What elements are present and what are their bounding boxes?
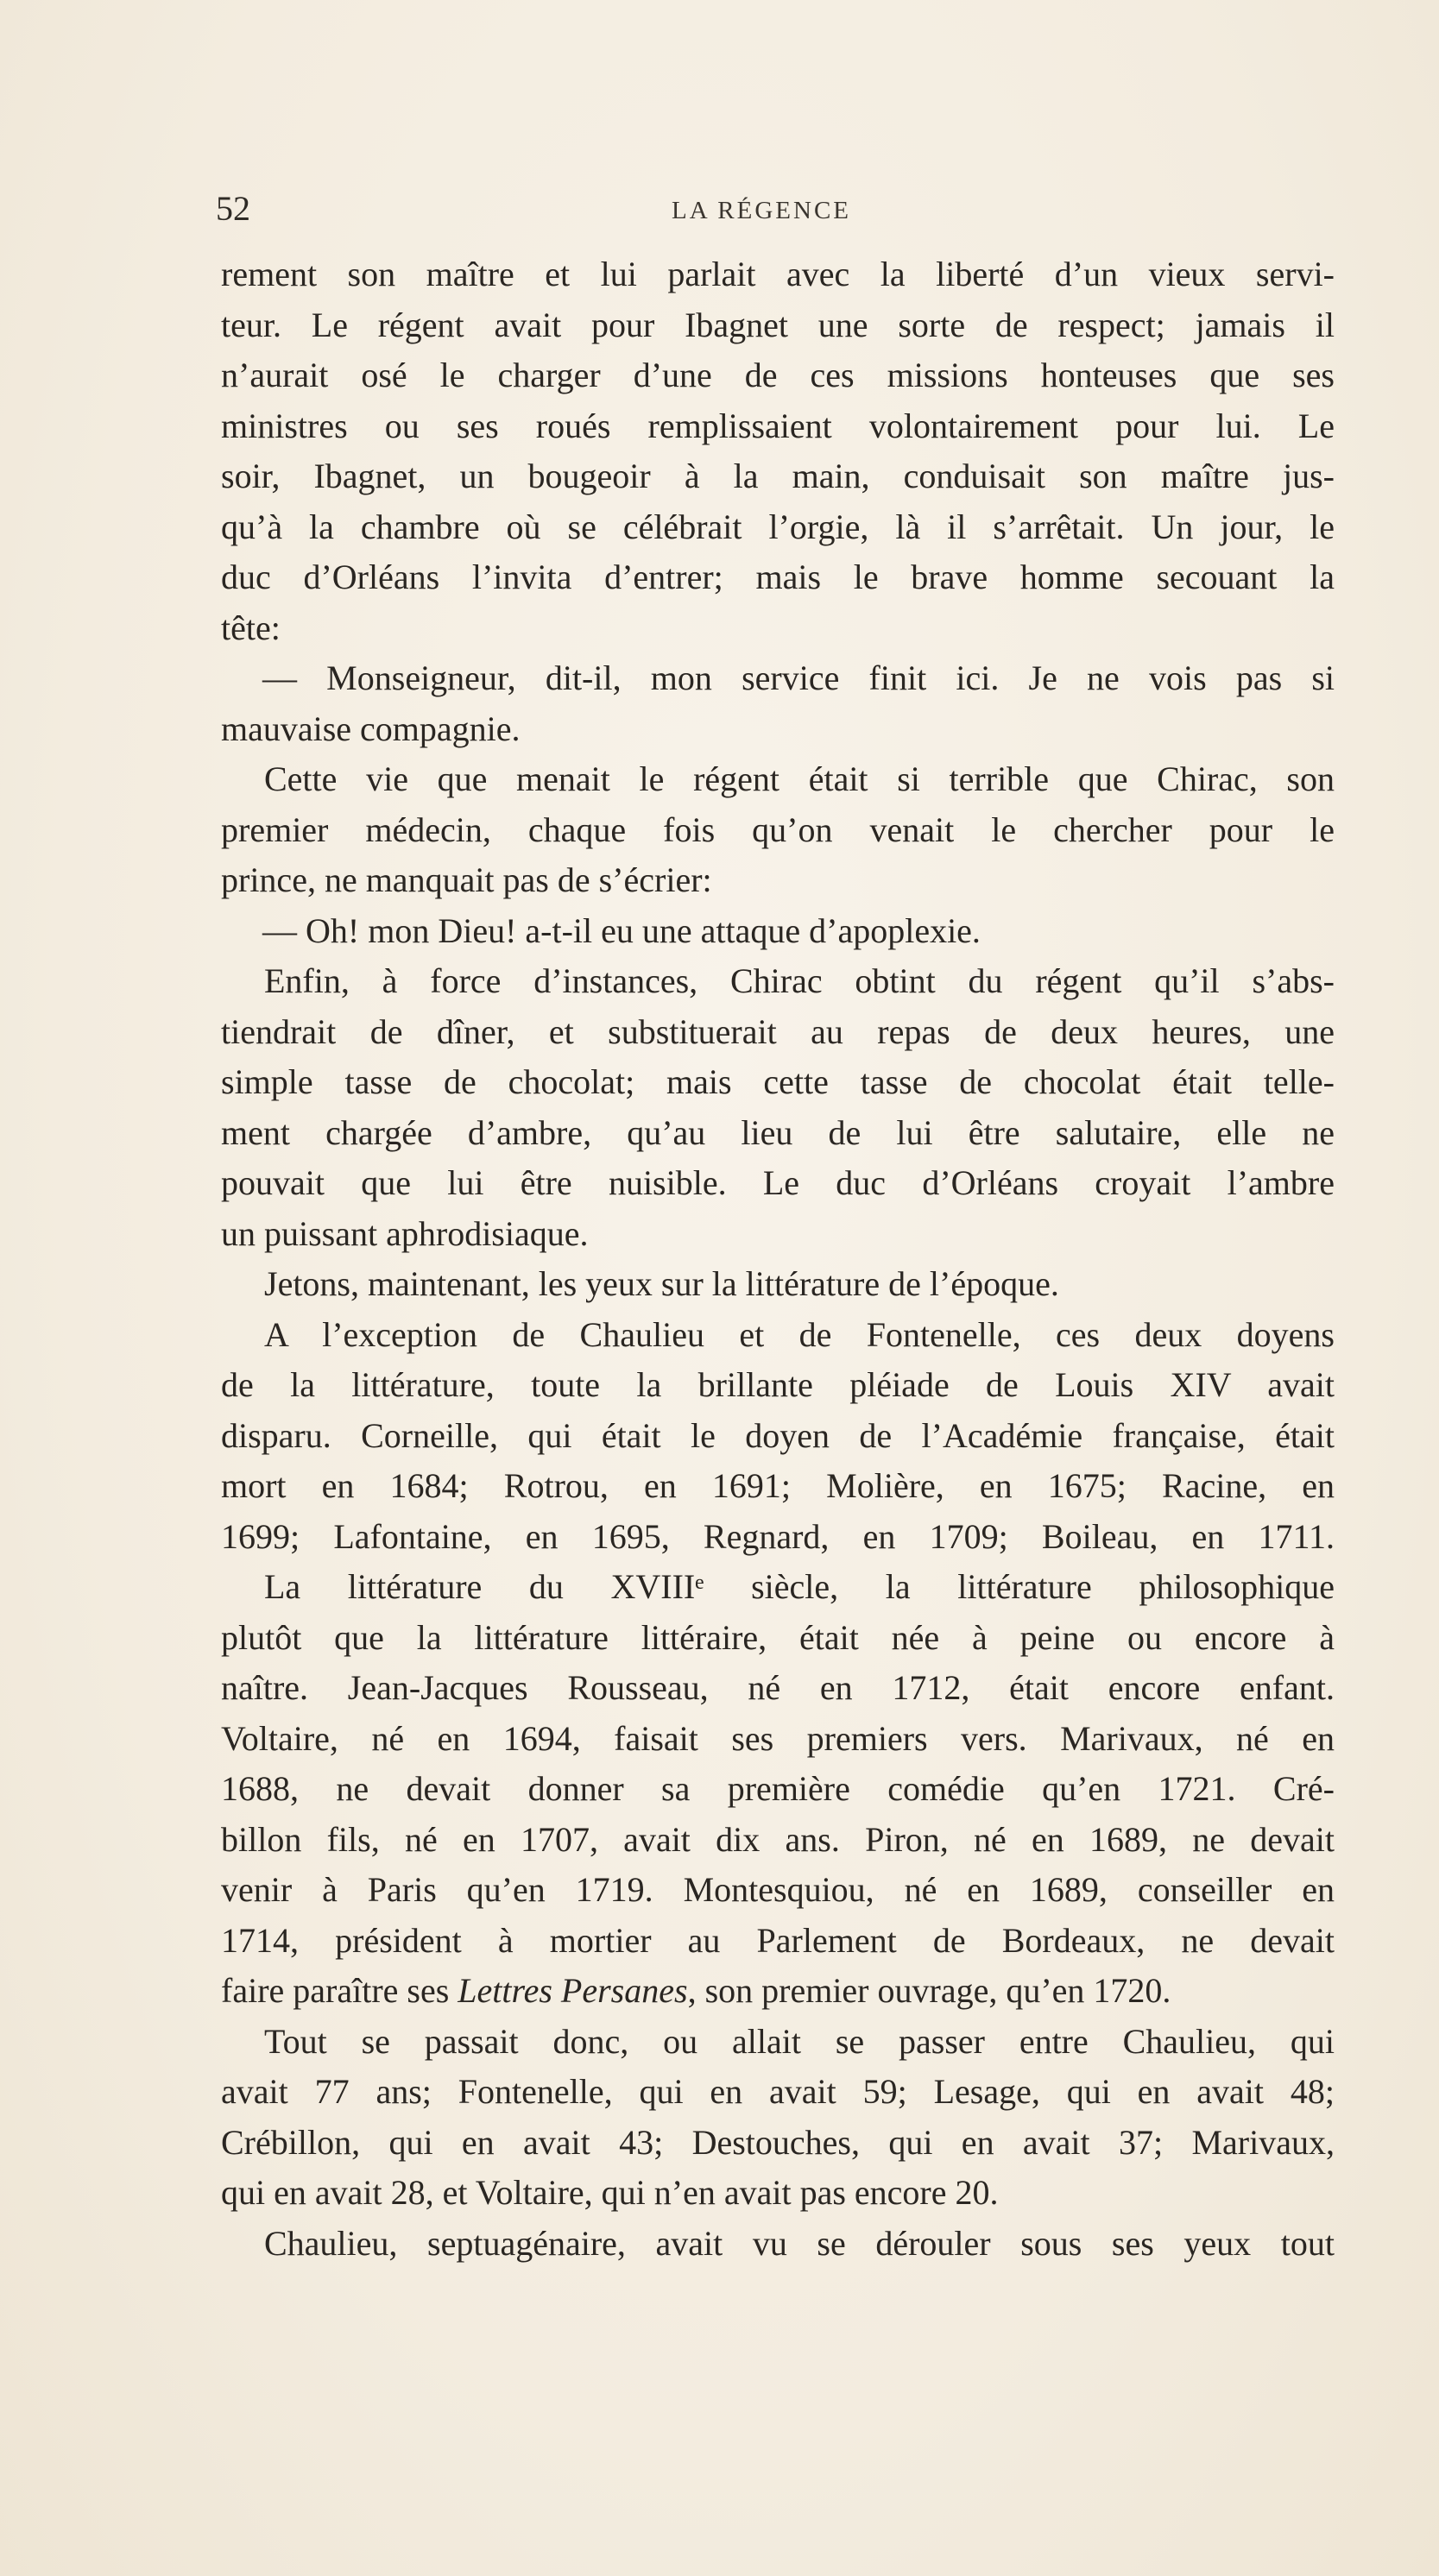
- page-number: 52: [216, 189, 250, 228]
- paragraph-start: Cette vie que menait le régent était si terrible que Chirac, son: [264, 759, 1335, 798]
- text-line: teur. Le régent avait pour Ibagnet une sorte de respect; jamais il: [221, 305, 1335, 344]
- text-line: premier médecin, chaque fois qu’on venait le chercher pour le: [221, 809, 1335, 849]
- text-line: de la littérature, toute la brillante pléiade de Louis XIV avait: [221, 1365, 1335, 1404]
- text-line-with-title: [221, 1966, 1335, 2017]
- work-title: Lettres Persanes: [458, 1971, 688, 2010]
- page-header: [216, 189, 1334, 228]
- text-line: soir, Ibagnet, un bougeoir à la main, conduisait son maître jus-: [221, 457, 1335, 495]
- text-line: rement son maître et lui parlait avec la liberté d’un vieux servi-: [221, 255, 1335, 293]
- text-line: Voltaire, né en 1694, faisait ses premiers vers. Marivaux, né en: [221, 1718, 1335, 1758]
- paragraph-start: A l’exception de Chaulieu et de Fontenelle, ces deux doyens: [264, 1314, 1335, 1354]
- text-line: mauvaise compagnie.: [221, 709, 521, 748]
- dialogue-line: — Oh! mon Dieu! a-t-il eu une attaque d’apoplexie.: [262, 910, 981, 950]
- paragraph-start: Tout se passait donc, ou allait se passer entre Chaulieu, qui: [264, 2021, 1335, 2061]
- text-line: ministres ou ses roués remplissaient volontairement pour lui. Le: [221, 406, 1335, 445]
- text-line: ment chargée d’ambre, qu’au lieu de lui être salutaire, elle ne: [221, 1112, 1335, 1152]
- text-line: pouvait que lui être nuisible. Le duc d’Orléans croyait l’ambre: [221, 1163, 1335, 1202]
- text-line: tête:: [221, 608, 281, 647]
- text-line: simple tasse de chocolat; mais cette tasse de chocolat était telle-: [221, 1062, 1335, 1101]
- text-line: qui en avait 28, et Voltaire, qui n’en avait pas encore 20.: [221, 2173, 999, 2212]
- paragraph-start: La littérature du XVIIIᵉ siècle, la littérature philosophique: [264, 1567, 1335, 1606]
- body-text: [221, 249, 1335, 2269]
- text-line: 1688, ne devait donner sa première comédie qu’en 1721. Cré-: [221, 1769, 1335, 1808]
- text-line: venir à Paris qu’en 1719. Montesquiou, né en 1689, conseiller en: [221, 1870, 1335, 1909]
- text-line: n’aurait osé le charger d’une de ces missions honteuses que ses: [221, 356, 1335, 394]
- text-line: duc d’Orléans l’invita d’entrer; mais le brave homme secouant la: [221, 557, 1335, 596]
- text-fragment: , son premier ouvrage, qu’en 1720.: [687, 1971, 1171, 2010]
- text-line: Crébillon, qui en avait 43; Destouches, qui en avait 37; Marivaux,: [221, 2122, 1335, 2162]
- paragraph-start: Jetons, maintenant, les yeux sur la littérature de l’époque.: [264, 1264, 1059, 1303]
- text-fragment: faire paraître ses: [221, 1971, 458, 2010]
- paragraph-start: Enfin, à force d’instances, Chirac obtint du régent qu’il s’abs-: [264, 961, 1335, 1000]
- text-line: billon fils, né en 1707, avait dix ans. Piron, né en 1689, ne devait: [221, 1819, 1335, 1859]
- text-line: un puissant aphrodisiaque.: [221, 1213, 589, 1253]
- text-line: disparu. Corneille, qui était le doyen de l’Académie française, était: [221, 1415, 1335, 1455]
- text-line: qu’à la chambre où se célébrait l’orgie, là il s’arrêtait. Un jour, le: [221, 507, 1335, 546]
- dialogue-line: — Monseigneur, dit-il, mon service finit ici. Je ne vois pas si: [262, 658, 1335, 697]
- paragraph-start: Chaulieu, septuagénaire, avait vu se dérouler sous ses yeux tout: [264, 2223, 1335, 2263]
- text-line: tiendrait de dîner, et substituerait au repas de deux heures, une: [221, 1011, 1335, 1051]
- text-line: mort en 1684; Rotrou, en 1691; Molière, en 1675; Racine, en: [221, 1466, 1335, 1505]
- text-line: plutôt que la littérature littéraire, était née à peine ou encore à: [221, 1617, 1335, 1657]
- text-line: naître. Jean-Jacques Rousseau, né en 1712, était encore enfant.: [221, 1668, 1335, 1707]
- text-line: avait 77 ans; Fontenelle, qui en avait 59; Lesage, qui en avait 48;: [221, 2072, 1335, 2111]
- running-head: LA RÉGENCE: [672, 197, 852, 224]
- text-line: prince, ne manquait pas de s’écrier:: [221, 860, 712, 899]
- text-line: 1699; Lafontaine, en 1695, Regnard, en 1709; Boileau, en 1711.: [221, 1516, 1335, 1556]
- text-line: 1714, président à mortier au Parlement de Bordeaux, ne devait: [221, 1920, 1335, 1960]
